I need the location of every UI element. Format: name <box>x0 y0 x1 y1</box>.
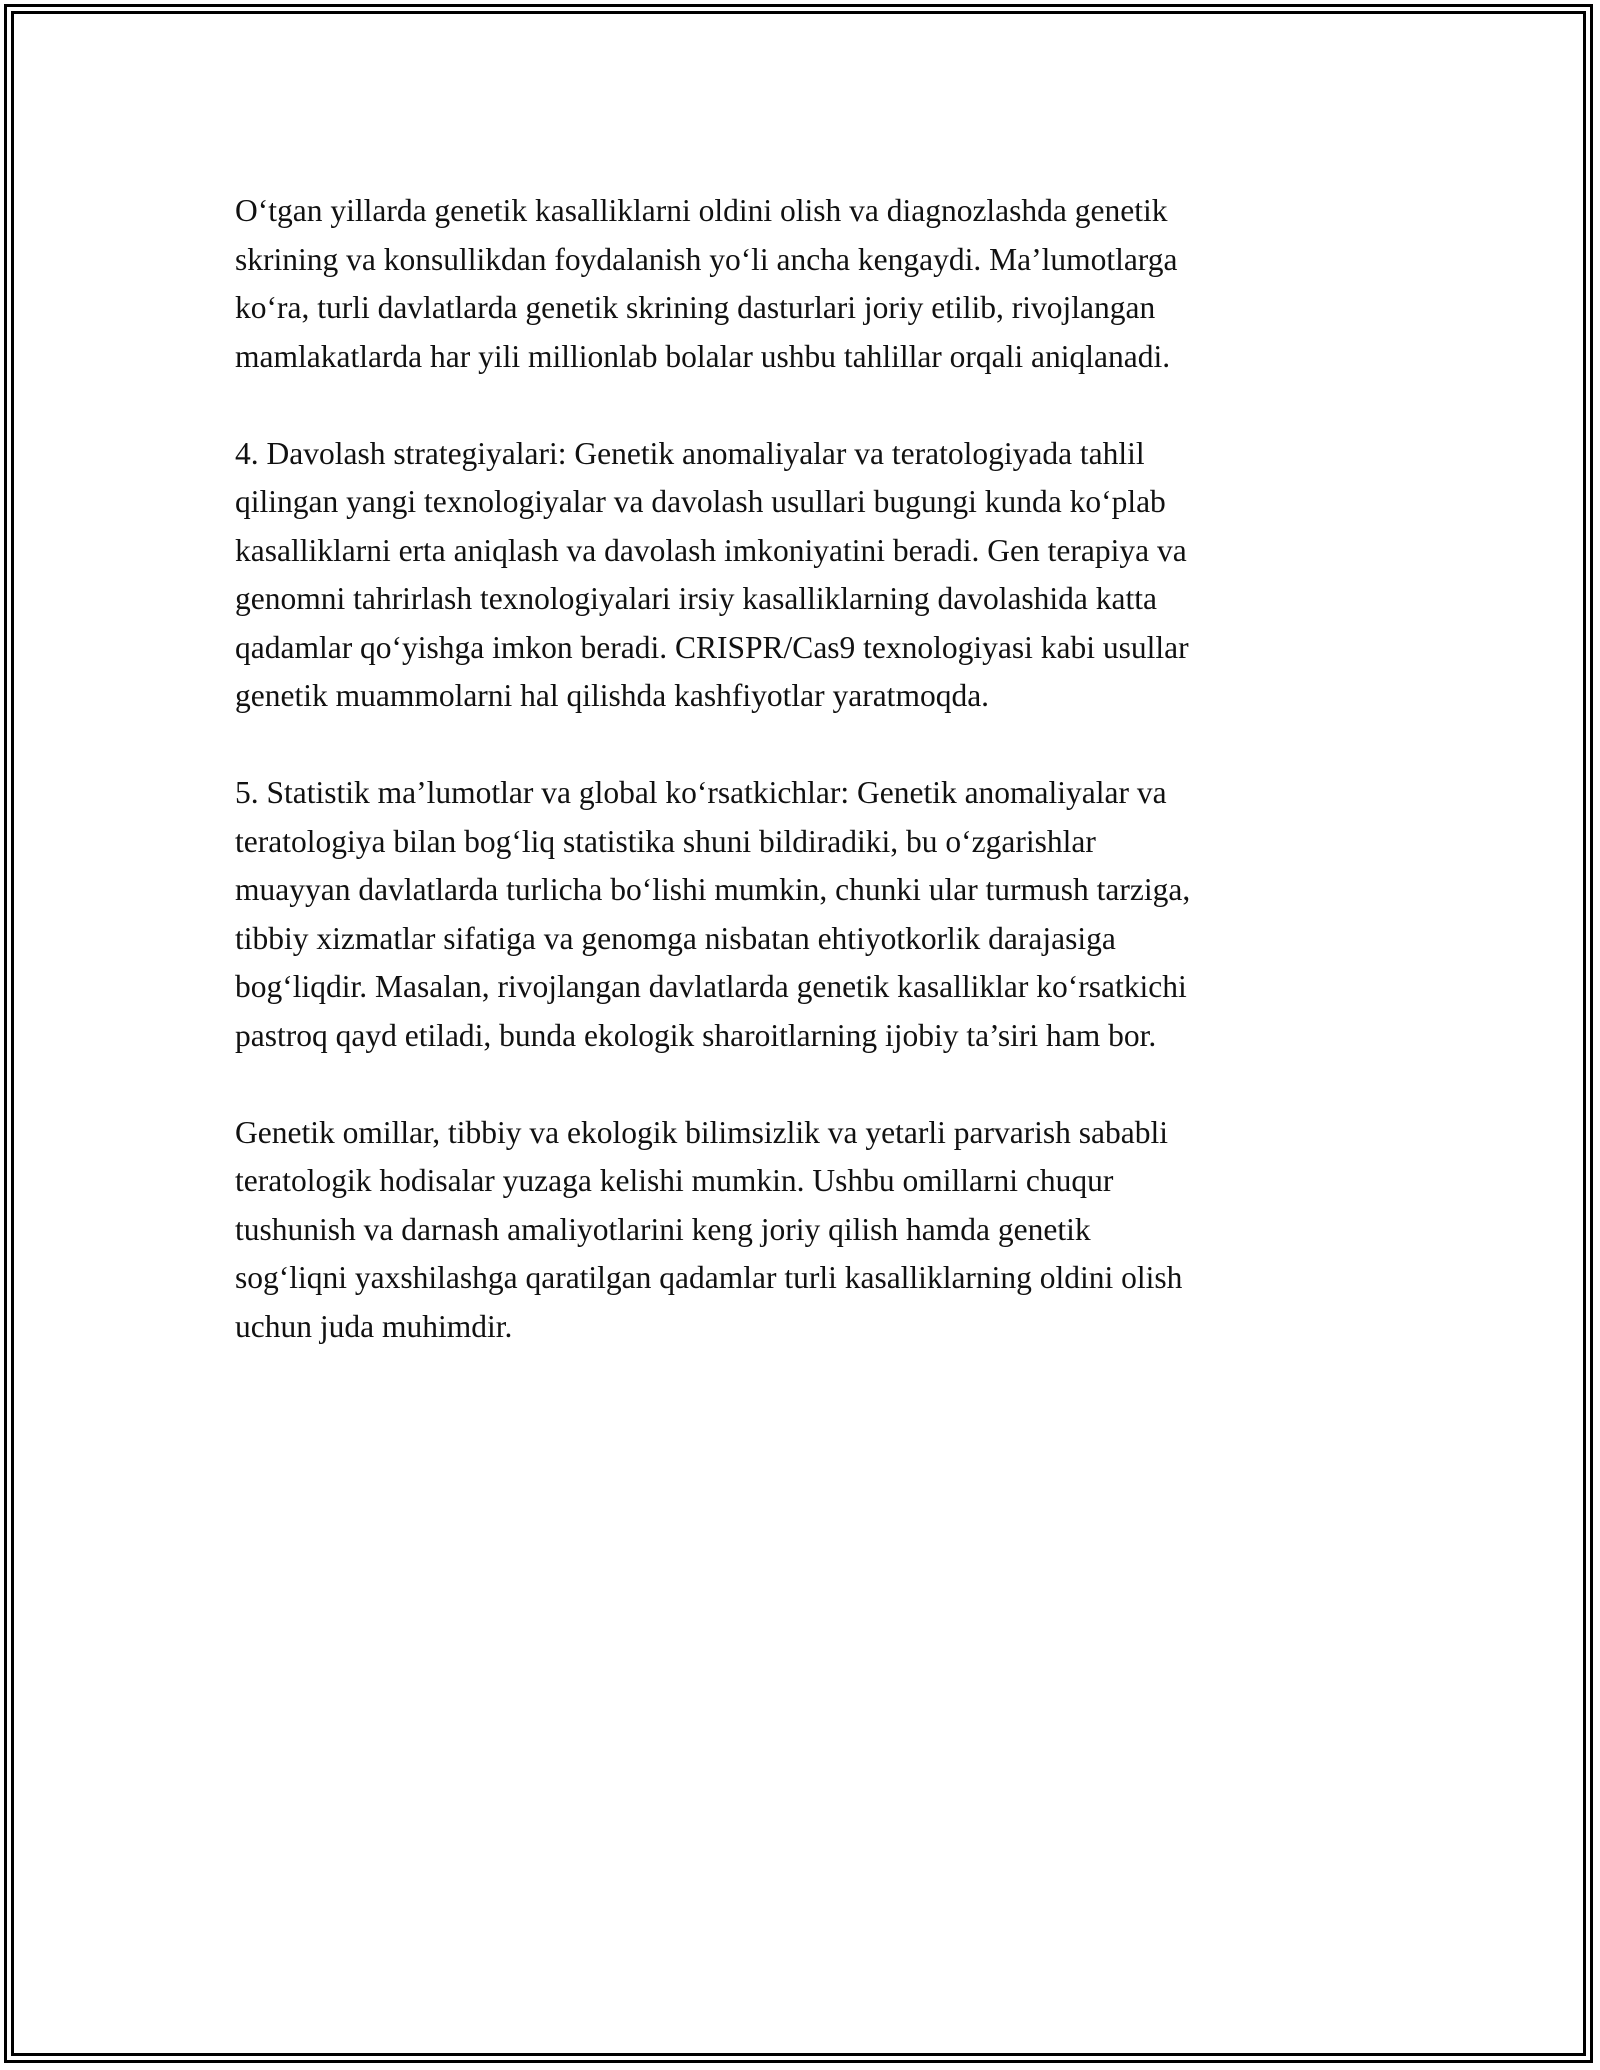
paragraph-treatment-strategies <box>235 430 1365 721</box>
text-line: Genetik omillar, tibbiy va ekologik bilimsizlik va yetarli parvarish sababli <box>235 1114 1169 1150</box>
text-line: bog‘liqdir. Masalan, rivojlangan davlatlarda genetik kasalliklar ko‘rsatkichi <box>235 969 1187 1004</box>
text-line: qadamlar qo‘yishga imkon beradi. CRISPR/Cas9 texnologiyasi kabi usullar <box>235 629 1189 665</box>
document-body <box>235 187 1365 1400</box>
text-line: teratologiya bilan bog‘liq statistika shuni bildiradiki, bu o‘zgarishlar <box>235 823 1096 859</box>
text-line: skrining va konsullikdan foydalanish yo‘li ancha kengaydi. Ma’lumotlarga <box>235 241 1178 277</box>
text-line: kasalliklarni erta aniqlash va davolash imkoniyatini beradi. Gen terapiya va <box>235 532 1187 568</box>
text-line: genomni tahrirlash texnologiyalari irsiy kasalliklarning davolashida katta <box>235 581 1158 616</box>
text-line: qilingan yangi texnologiyalar va davolash usullari bugungi kunda ko‘plab <box>235 484 1166 519</box>
text-line: 4. Davolash strategiyalari: Genetik anomaliyalar va teratologiyada tahlil <box>235 435 1145 471</box>
paragraph-screening <box>235 187 1365 381</box>
text-line: ko‘ra, turli davlatlarda genetik skrining dasturlari joriy etilib, rivojlangan <box>235 290 1156 325</box>
text-line: tushunish va darnash amaliyotlarini keng joriy qilish hamda genetik <box>235 1211 1091 1247</box>
paragraph-conclusion <box>235 1109 1365 1352</box>
text-line: muayyan davlatlarda turlicha bo‘lishi mumkin, chunki ular turmush tarziga, <box>235 872 1191 907</box>
text-line: sog‘liqni yaxshilashga qaratilgan qadamlar turli kasalliklarning oldini olish <box>235 1260 1183 1295</box>
text-line: teratologik hodisalar yuzaga kelishi mumkin. Ushbu omillarni chuqur <box>235 1163 1114 1198</box>
text-line: O‘tgan yillarda genetik kasalliklarni oldini olish va diagnozlashda genetik <box>235 193 1168 228</box>
text-line: 5. Statistik ma’lumotlar va global ko‘rsatkichlar: Genetik anomaliyalar va <box>235 775 1167 810</box>
paragraph-statistics <box>235 769 1365 1060</box>
text-line: uchun juda muhimdir. <box>235 1308 513 1344</box>
text-line: mamlakatlarda har yili millionlab bolalar ushbu tahlillar orqali aniqlanadi. <box>235 338 1171 374</box>
text-line: genetik muammolarni hal qilishda kashfiyotlar yaratmoqda. <box>235 678 990 713</box>
text-line: tibbiy xizmatlar sifatiga va genomga nisbatan ehtiyotkorlik darajasiga <box>235 920 1116 956</box>
text-line: pastroq qayd etiladi, bunda ekologik sharoitlarning ijobiy ta’siri ham bor. <box>235 1017 1157 1053</box>
